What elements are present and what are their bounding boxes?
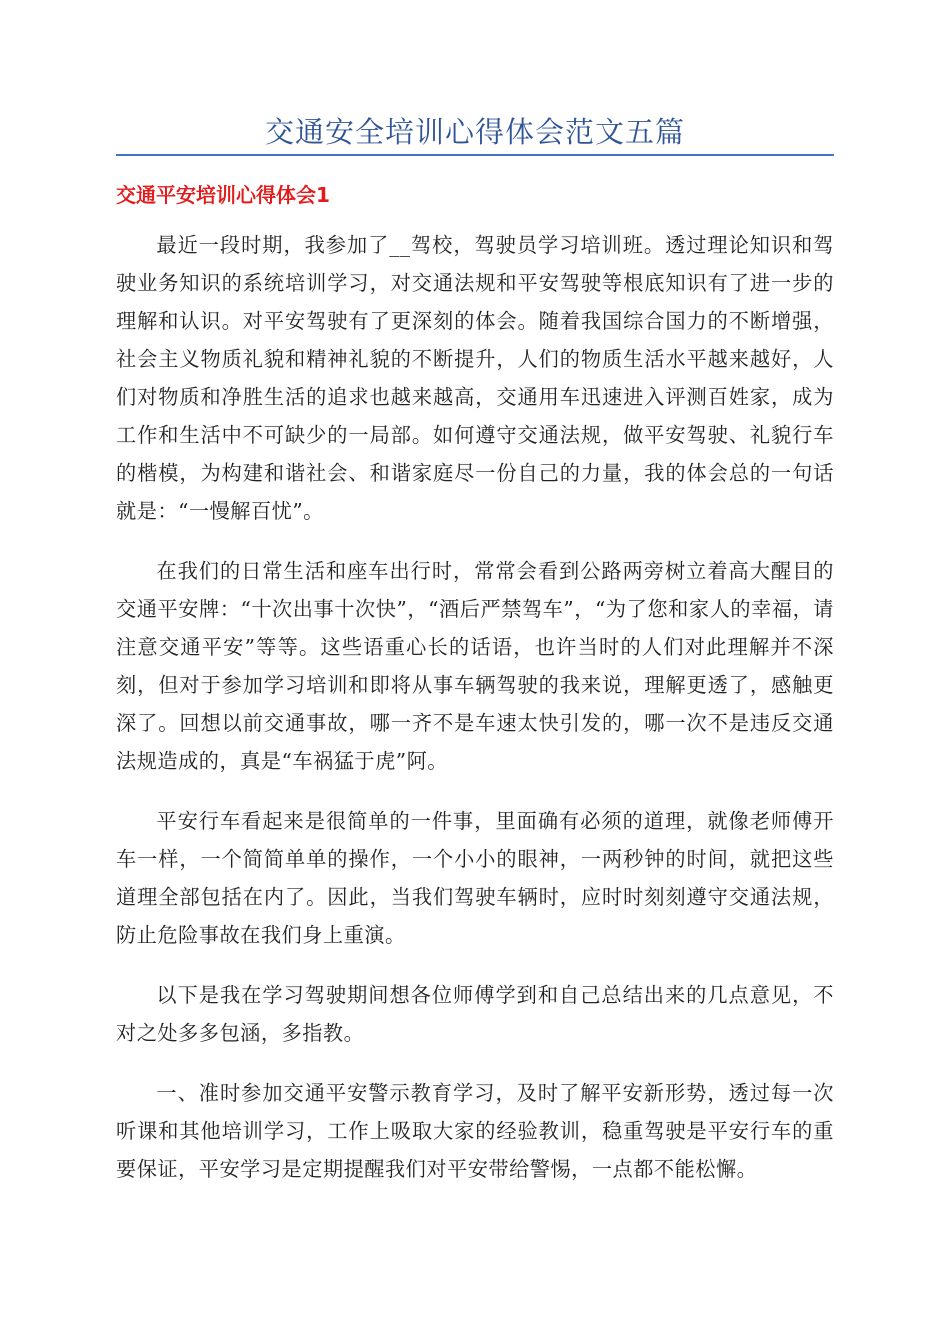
paragraph-5: 一、准时参加交通平安警示教育学习，及时了解平安新形势，透过每一次听课和其他培训学习，工作上吸取大家的经验教训，稳重驾驶是平安行车的重要保证，平安学习是定期提醒我们对平安带给警惕，一点都不能松懈。 — [116, 1081, 834, 1181]
title-underline — [116, 154, 834, 156]
paragraph-1: 最近一段时期，我参加了__驾校，驾驶员学习培训班。透过理论知识和驾驶业务知识的系统培训学习，对交通法规和平安驾驶等根底知识有了进一步的理解和认识。对平安驾驶有了更深刻的体会。随着我国综合国力的不断增强，社会主义物质礼貌和精神礼貌的不断提升，人们的物质生活水平越来越好，人们对物质和净胜生活的追求也越来越高，交通用车迅速进入评测百姓家，成为工作和生活中不可缺少的一局部。如何遵守交通法规，做平安驾驶、礼貌行车的楷模，为构建和谐社会、和谐家庭尽一份自己的力量，我的体会总的一句话就是：“一慢解百忧”。 — [116, 233, 834, 523]
paragraph-2: 在我们的日常生活和座车出行时，常常会看到公路两旁树立着高大醒目的交通平安牌：“十次出事十次快”，“酒后严禁驾车”，“为了您和家人的幸福，请注意交通平安”等等。这些语重心长的话语，也许当时的人们对此理解并不深刻，但对于参加学习培训和即将从事车辆驾驶的我来说，理解更透了，感触更深了。回想以前交通事故，哪一齐不是车速太快引发的，哪一次不是违反交通法规造成的，真是“车祸猛于虎”阿。 — [116, 559, 834, 773]
section-heading: 交通平安培训心得体会1 — [116, 183, 330, 207]
document-title: 交通安全培训心得体会范文五篇 — [264, 115, 685, 149]
document-body — [116, 226, 834, 1210]
paragraph-3: 平安行车看起来是很简单的一件事，里面确有必须的道理，就像老师傅开车一样，一个简简单单的操作，一个小小的眼神，一两秒钟的时间，就把这些道理全部包括在内了。因此，当我们驾驶车辆时，应时时刻刻遵守交通法规，防止危险事故在我们身上重演。 — [116, 809, 834, 947]
paragraph-4: 以下是我在学习驾驶期间想各位师傅学到和自己总结出来的几点意见，不对之处多多包涵，多指教。 — [116, 983, 834, 1045]
